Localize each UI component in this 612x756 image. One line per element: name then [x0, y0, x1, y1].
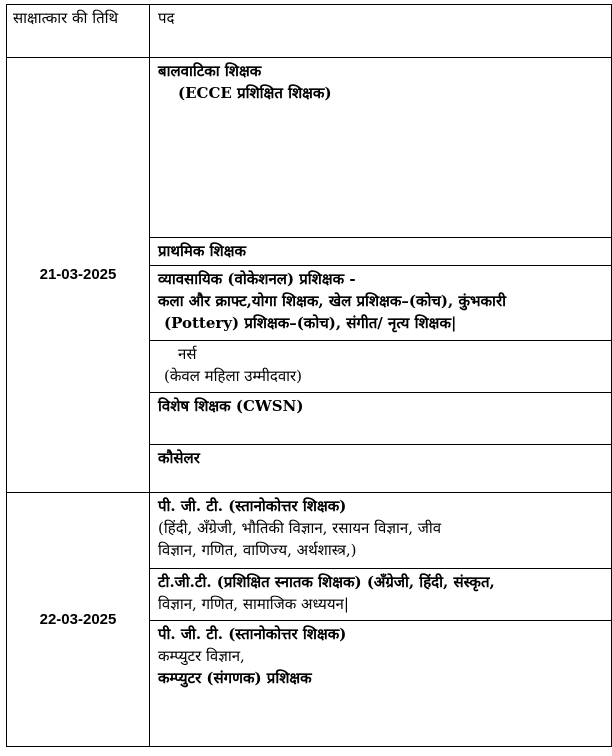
post-cell	[150, 341, 612, 393]
post-title: कौसेलर	[158, 449, 200, 467]
post-title: नर्स	[178, 345, 197, 363]
header-date-cell	[7, 5, 150, 58]
header-post-label: पद	[158, 9, 175, 27]
post-cell	[150, 493, 612, 569]
post-cell	[150, 393, 612, 445]
post-detail: (हिंदी, अँग्रेजी, भौतिकी विज्ञान, रसायन विज्ञान, जीव	[158, 519, 442, 537]
date-cell-22-03	[7, 493, 150, 747]
post-detail: कला और क्राफ्ट,योगा शिक्षक, खेल प्रशिक्षक–(कोच), कुंभकारी	[158, 292, 506, 310]
post-title: पी. जी. टी. (स्तानोकोत्तर शिक्षक)	[158, 497, 347, 515]
date-cell-21-03	[7, 58, 150, 493]
interview-date: 22-03-2025	[39, 610, 117, 628]
post-title: व्यावसायिक (वोकेशनल) प्रशिक्षक -	[158, 270, 356, 288]
post-title: प्राथमिक शिक्षक	[158, 242, 246, 260]
post-detail: (केवल महिला उम्मीदवार)	[164, 367, 303, 385]
post-title: बालवाटिका शिक्षक	[158, 62, 262, 80]
post-detail: (ECCE प्रशिक्षित शिक्षक)	[178, 84, 332, 102]
post-detail: कम्प्युटर (संगणक) प्रशिक्षक	[158, 669, 312, 687]
post-detail: कम्प्युटर विज्ञान,	[158, 647, 245, 665]
interview-date: 21-03-2025	[39, 266, 117, 283]
table-row	[7, 493, 612, 569]
post-detail: विज्ञान, गणित, सामाजिक अध्ययन|	[158, 595, 349, 613]
post-detail: (Pottery) प्रशिक्षक–(कोच), संगीत/ नृत्य शिक्षक|	[164, 314, 457, 332]
post-cell	[150, 58, 612, 238]
post-cell	[150, 266, 612, 341]
table-row	[7, 58, 612, 238]
post-cell	[150, 238, 612, 266]
interview-schedule-table	[6, 4, 612, 747]
post-cell	[150, 569, 612, 621]
post-detail: विज्ञान, गणित, वाणिज्य, अर्थशास्त्र,)	[158, 541, 357, 559]
post-title: पी. जी. टी. (स्तानोकोत्तर शिक्षक)	[158, 625, 347, 643]
header-date-label: साक्षात्कार की तिथि	[13, 9, 119, 27]
post-title: टी.जी.टी. (प्रशिक्षित स्नातक शिक्षक) (अँग्रेजी, हिंदी, संस्कृत,	[158, 573, 495, 591]
post-cell	[150, 445, 612, 493]
table-header-row	[7, 5, 612, 58]
post-title: विशेष शिक्षक (CWSN)	[158, 397, 304, 415]
header-post-cell	[150, 5, 612, 58]
post-cell	[150, 621, 612, 747]
